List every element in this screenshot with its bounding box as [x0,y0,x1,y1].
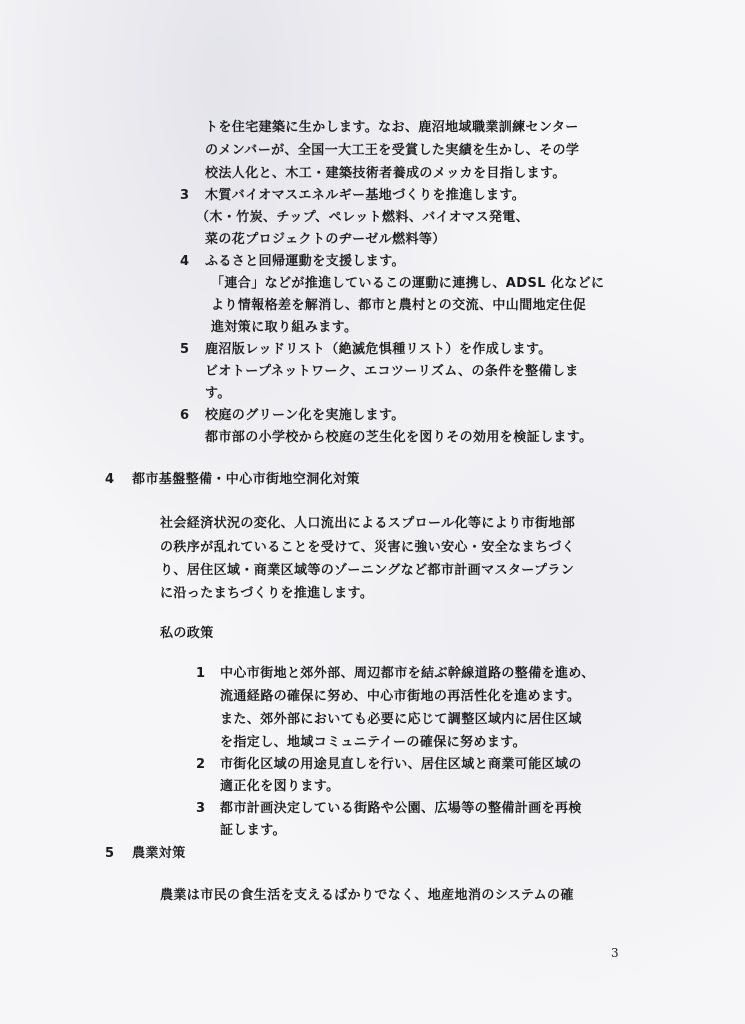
list-item-text: ビオトープネットワーク、エコツーリズム、の条件を整備しま [205,364,579,379]
section-title: 農業対策 [132,846,186,861]
policy-item-number: 1 [196,666,206,681]
list-item-heading: 校庭のグリーン化を実施します。 [205,408,405,423]
list-item-number: 6 [180,408,190,423]
list-item-heading: ふるさと回帰運動を支援します。 [205,254,405,269]
policy-item-text: 流通経路の確保に努め、中心市街地の再活性化を進めます。 [220,689,581,704]
body-text-line: のメンバーが、全国一大工王を受賞した実績を生かし、その学 [205,143,580,158]
body-text-line: トを住宅建築に生かします。なお、鹿沼地域職業訓練センター [205,120,579,135]
policy-heading: 私の政策 [160,626,214,641]
list-item-heading: 鹿沼版レッドリスト（絶滅危惧種リスト）を作成します。 [205,342,552,357]
policy-item-number: 3 [196,801,206,816]
list-item-text: より情報格差を解消し、都市と農村との交流、中山間地定住促 [211,298,587,313]
paragraph-line: に沿ったまちづくりを推進します。 [160,586,374,601]
list-item-text: 菜の花プロジェクトのヂーゼル燃料等） [205,232,446,247]
policy-item-text: を指定し、地域コミュニテイーの確保に努めます。 [220,735,526,750]
policy-item-number: 2 [196,757,206,772]
paragraph-line: り、居住区域・商業区域等のゾーニングなど都市計画マスタープラン [160,563,575,578]
list-item-text: 「連合」などが推進しているこの運動に連携し、ADSL 化などに [211,276,605,291]
list-item-number: 5 [180,342,190,357]
list-item-text: （木・竹炭、チップ、ペレット燃料、バイオマス発電、 [196,210,530,225]
list-item-text: 都市部の小学校から校庭の芝生化を図りその効用を検証します。 [205,430,593,445]
paragraph-line: の秩序が乱れていることを受けて、災害に強い安心・安全なまちづく [160,540,576,555]
section-number: 4 [105,472,115,487]
list-item-text: 進対策に取り組みます。 [211,320,358,335]
policy-item-text: 市街化区域の用途見直しを行い、居住区域と商業可能区域の [220,757,582,772]
policy-item-text: 証します。 [220,823,286,838]
policy-item-text: 適正化を図ります。 [220,779,340,794]
list-item-heading: 木質バイオマスエネルギー基地づくりを推進します。 [205,188,526,203]
policy-item-text: また、郊外部においても必要に応じて調整区域内に居住区域 [220,712,582,727]
section-number: 5 [105,846,115,861]
list-item-text: す。 [205,386,231,401]
list-item-number: 3 [180,188,190,203]
page-number: 3 [611,946,619,960]
list-item-number: 4 [180,254,190,269]
paragraph-line: 農業は市民の食生活を支えるばかりでなく、地産地消のシステムの確 [160,888,574,903]
section-title: 都市基盤整備・中心市街地空洞化対策 [132,472,360,487]
paragraph-line: 社会経済状況の変化、人口流出によるスプロール化等により市街地部 [160,516,576,531]
policy-item-text: 都市計画決定している街路や公園、広場等の整備計画を再検 [220,801,582,816]
body-text-line: 校法人化と、木工・建築技術者養成のメッカを目指します。 [205,166,566,181]
policy-item-text: 中心市街地と郊外部、周辺都市を結ぶ幹線道路の整備を進め、 [220,666,595,681]
